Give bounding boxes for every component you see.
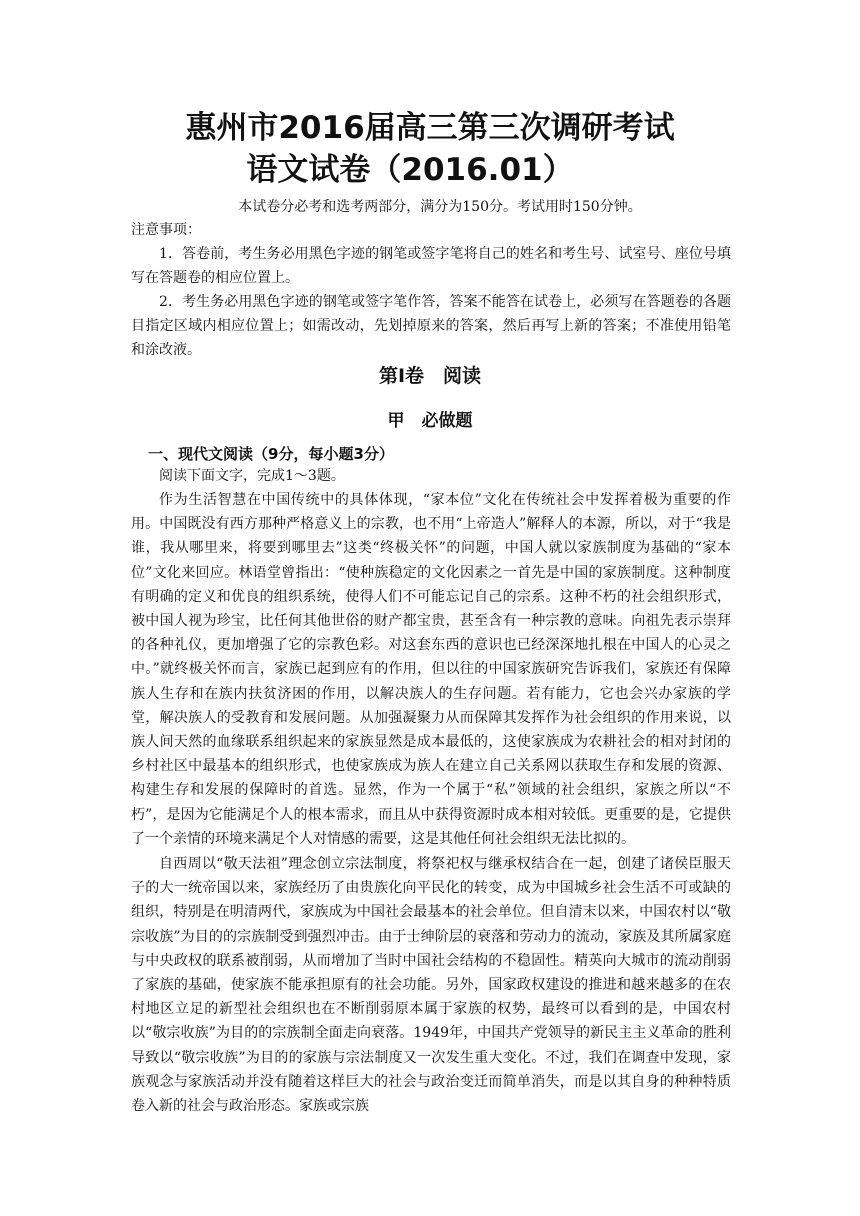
passage-paragraph-1: 作为生活智慧在中国传统中的具体体现，“家本位”文化在传统社会中发挥着极为重要的作用。中国既没有西方那种严格意义上的宗教，也不用“上帝造人”解释人的本源，所以，对于“我是谁，我从哪里来，将要到哪里去”这类“终极关怀”的问题，中国人就以家族制度为基础的“家本位”文化来回应。林语堂曾指出：“使种族稳定的文化因素之一首先是中国的家族制度。这种制度有明确的定义和优良的组织系统，使得人们不可能忘记自己的宗系。这种不朽的社会组织形式，被中国人视为珍宝，比任何其他世俗的财产都宝贵，甚至含有一种宗教的意味。向祖先表示崇拜的各种礼仪，更加增强了它的宗教色彩。对这套东西的意识也已经深深地扎根在中国人的心灵之中。”就终极关怀而言，家族已起到应有的作用，但以往的中国家族研究告诉我们，家族还有保障族人生存和在族内扶贫济困的作用，以解决族人的生存问题。若有能力，它也会兴办家族的学堂，解决族人的受教育和发展问题。从加强凝聚力从而保障其发挥作为社会组织的作用来说，以族人间天然的血缘联系组织起来的家族显然是成本最低的，这使家族成为农耕社会的相对封闭的乡村社区中最基本的组织形式，也使家族成为族人在建立自己关系网以获取生存和发展的资源、构建生存和发展的保障时的首选。显然，作为一个属于“私”领域的社会组织，家族之所以“不朽”，是因为它能满足个人的根本需求，而且从中获得资源时成本相对较低。更重要的是，它提供了一个亲情的环境来满足个人对情感的需要，这是其他任何社会组织无法比拟的。 <box>131 492 731 847</box>
passage-paragraph-2: 自西周以“敬天法祖”理念创立宗法制度，将祭祀权与继承权结合在一起，创建了诸侯臣服天子的大一统帝国以来，家族经历了由贵族化向平民化的转变，成为中国城乡社会生活不可或缺的组织，特别是在明清两代，家族成为中国社会最基本的社会单位。但自清末以来，中国农村以“敬宗收族”为目的的宗族制受到强烈冲击。由于士绅阶层的衰落和劳动力的流动，家族及其所属家庭与中央政权的联系被削弱，从而增加了当时中国社会结构的不稳固性。精英向大城市的流动削弱了家族的基础，使家族不能承担原有的社会功能。另外，国家政权建设的推进和越来越多的在农村地区立足的新型社会组织也在不断削弱原本属于家族的权势，最终可以看到的是，中国农村以“敬宗收族”为目的的宗族制全面走向衰落。1949年，中国共产党领导的新民主主义革命的胜利导致以“敬宗收族”为目的的家族与宗法制度又一次发生重大变化。不过，我们在调查中发现，家族观念与家族活动并没有随着这样巨大的社会与政治变迁而简单消失，而是以其自身的种种特质卷入新的社会与政治形态。家族或宗族 <box>131 856 731 1115</box>
exam-subtitle: 语文试卷（2016.01） <box>246 152 574 188</box>
part-title: 第Ⅰ卷 阅读 <box>378 365 482 387</box>
exam-title: 惠州市2016届高三第三次调研考试 <box>185 110 675 146</box>
question-heading: 一、现代文阅读（9分，每小题3分） <box>148 445 394 463</box>
notice-item-2: 2．考生务必用黑色字迹的钢笔或签字笔作答，答案不能答在试卷上，必须写在答题卷的各题目指定区域内相应位置上；如需改动，先划掉原来的答案，然后再写上新的答案；不准使用铅笔和涂改液。 <box>131 294 731 359</box>
section-title: 甲 必做题 <box>387 411 473 431</box>
reading-instruction: 阅读下面文字，完成1～3题。 <box>159 468 345 484</box>
notice-item-1: 1．答卷前，考生务必用黑色字迹的钢笔或签字笔将自己的姓名和考生号、试室号、座位号填写在答题卷的相应位置上。 <box>131 246 731 287</box>
notice-heading: 注意事项： <box>131 222 201 238</box>
exam-intro: 本试卷分必考和选考两部分，满分为150分。考试用时150分钟。 <box>238 199 642 215</box>
